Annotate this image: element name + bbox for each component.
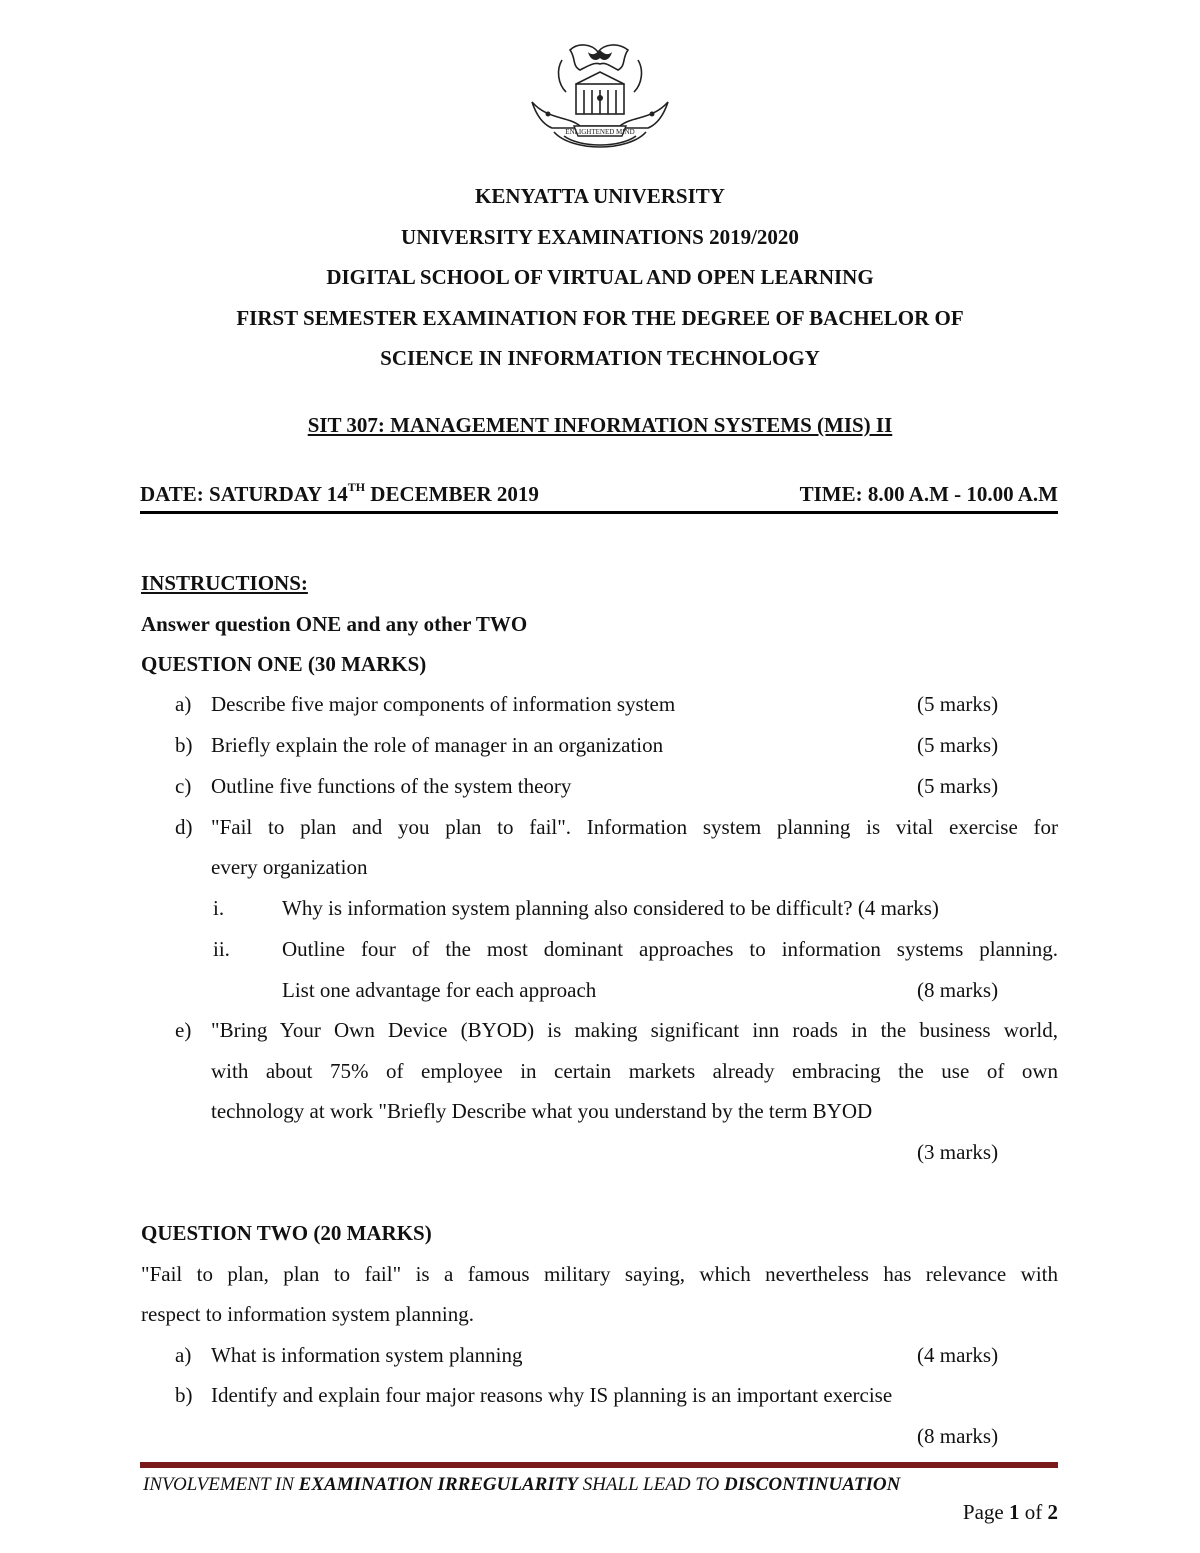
date-time-row bbox=[140, 482, 1058, 510]
school-name: DIGITAL SCHOOL OF VIRTUAL AND OPEN LEARNING bbox=[326, 265, 874, 289]
q1b-marks: (5 marks) bbox=[917, 733, 999, 757]
q1d-ii-marks: (8 marks) bbox=[917, 978, 999, 1002]
q1b-label: b) bbox=[175, 733, 193, 757]
q1a-marks: (5 marks) bbox=[917, 692, 999, 716]
instructions-text: Answer question ONE and any other TWO bbox=[141, 612, 528, 636]
q1e-text-line2: with about 75% of employee in certain markets already embracing the use of own bbox=[211, 1059, 1058, 1083]
q1d-text-line1: "Fail to plan and you plan to fail". Information system planning is vital exercise for bbox=[211, 815, 1058, 839]
q1c-label: c) bbox=[175, 774, 192, 798]
header-divider bbox=[140, 511, 1058, 514]
university-name: KENYATTA UNIVERSITY bbox=[475, 184, 725, 208]
page-number: Page 1 of 2 bbox=[962, 1500, 1058, 1524]
q2a-marks: (4 marks) bbox=[917, 1343, 999, 1367]
q1b-text: Briefly explain the role of manager in an organization bbox=[211, 733, 664, 757]
degree-line-1: FIRST SEMESTER EXAMINATION FOR THE DEGREE OF BACHELOR OF bbox=[236, 306, 964, 330]
q2b-label: b) bbox=[175, 1383, 193, 1407]
q2a-text: What is information system planning bbox=[211, 1343, 523, 1367]
q1c-marks: (5 marks) bbox=[917, 774, 999, 798]
course-title: SIT 307: MANAGEMENT INFORMATION SYSTEMS (MIS) II bbox=[307, 413, 893, 437]
q1e-marks: (3 marks) bbox=[917, 1140, 999, 1164]
svg-text:ENLIGHTENED MIND: ENLIGHTENED MIND bbox=[565, 128, 635, 136]
q2-intro-line2: respect to information system planning. bbox=[141, 1302, 475, 1326]
footer-divider bbox=[140, 1462, 1058, 1468]
q2a-label: a) bbox=[175, 1343, 192, 1367]
q1d-ii-text-line1: Outline four of the most dominant approaches to information systems planning. bbox=[282, 937, 1058, 961]
university-crest-logo bbox=[518, 40, 682, 162]
exam-date: DATE: SATURDAY 14TH DECEMBER 2019 bbox=[140, 480, 539, 506]
q1d-i-text: Why is information system planning also considered to be difficult? (4 marks) bbox=[282, 896, 939, 920]
q1d-i-label: i. bbox=[213, 896, 225, 920]
q2-intro-line1: "Fail to plan, plan to fail" is a famous military saying, which nevertheless has relevance with bbox=[141, 1262, 1058, 1286]
q1a-text: Describe five major components of information system bbox=[211, 692, 676, 716]
exam-time: TIME: 8.00 A.M - 10.00 A.M bbox=[799, 482, 1058, 506]
question-one-heading: QUESTION ONE (30 MARKS) bbox=[141, 652, 427, 676]
instructions-heading: INSTRUCTIONS: bbox=[141, 571, 308, 595]
q1e-text-line1: "Bring Your Own Device (BYOD) is making significant inn roads in the business world, bbox=[211, 1018, 1058, 1042]
q1d-ii-text-line2: List one advantage for each approach bbox=[282, 978, 597, 1002]
q1e-label: e) bbox=[175, 1018, 192, 1042]
question-two-heading: QUESTION TWO (20 MARKS) bbox=[141, 1221, 432, 1245]
q2b-text: Identify and explain four major reasons why IS planning is an important exercise bbox=[211, 1383, 893, 1407]
degree-line-2: SCIENCE IN INFORMATION TECHNOLOGY bbox=[380, 346, 820, 370]
footer-warning: INVOLVEMENT IN EXAMINATION IRREGULARITY SHALL LEAD TO DISCONTINUATION bbox=[143, 1474, 901, 1495]
q1d-text-line2: every organization bbox=[211, 855, 368, 879]
q1a-label: a) bbox=[175, 692, 192, 716]
q1d-ii-label: ii. bbox=[213, 937, 230, 961]
q2b-marks: (8 marks) bbox=[917, 1424, 999, 1448]
q1e-text-line3: technology at work "Briefly Describe what you understand by the term BYOD bbox=[211, 1099, 873, 1123]
exam-session: UNIVERSITY EXAMINATIONS 2019/2020 bbox=[401, 225, 799, 249]
q1d-label: d) bbox=[175, 815, 193, 839]
q1c-text: Outline five functions of the system theory bbox=[211, 774, 572, 798]
